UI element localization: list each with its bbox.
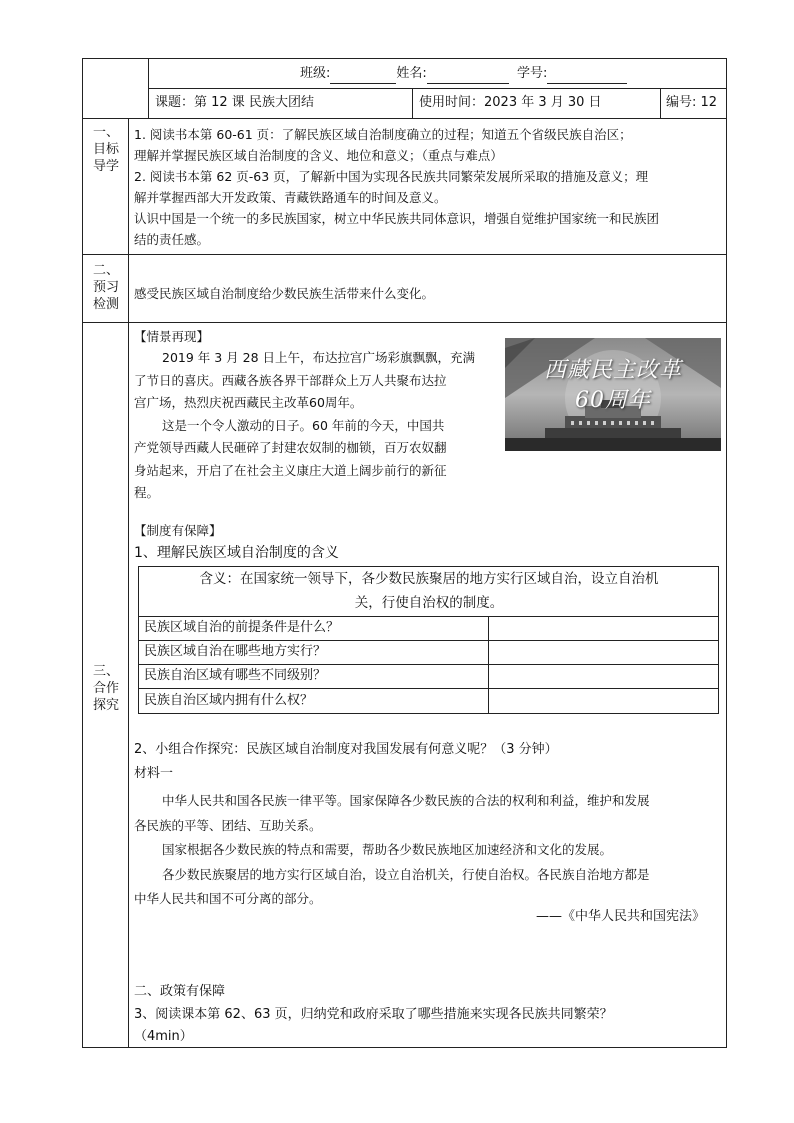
serial-number: 编号: 12: [666, 95, 718, 110]
goal-line: 理解并掌握民族区域自治制度的含义、地位和意义；（重点与难点）: [134, 148, 503, 163]
grid-line: [82, 118, 727, 119]
scene-line: 这是一个令人激动的日子。60 年前的今天，中国共: [162, 417, 445, 433]
student-id-blank[interactable]: [547, 69, 627, 84]
material-line: 国家根据各少数民族的特点和需要，帮助各少数民族地区加速经济和文化的发展。: [162, 842, 613, 857]
material-line: 中华人民共和国不可分离的部分。: [134, 891, 322, 906]
grid-line: [412, 88, 413, 118]
preview-question: 感受民族区域自治制度给少数民族生活带来什么变化。: [134, 286, 435, 301]
name-label: 姓名:: [396, 66, 427, 81]
learning-goals: [134, 124, 726, 250]
material-line: 各民族的平等、团结、互助关系。: [134, 817, 322, 833]
class-blank[interactable]: [330, 69, 396, 84]
scene-line: 产党领导西藏人民砸碎了封建农奴制的枷锁，百万农奴翻: [134, 440, 447, 455]
tibet-reform-photo: [505, 338, 721, 451]
class-label: 班级:: [300, 66, 331, 81]
name-blank[interactable]: [427, 69, 509, 84]
question-3-title: 3、阅读课本第 62、63 页，归纳党和政府采取了哪些措施来实现各民族共同繁荣？: [134, 1007, 613, 1022]
scene-line: 了节日的喜庆。西藏各族各界干部群众上万人共聚布达拉: [134, 372, 447, 388]
material-passage: [134, 789, 722, 912]
table-question: 民族区域自治在哪些地方实行？: [144, 644, 327, 659]
goal-line: 2. 阅读书本第 62 页-63 页，了解新中国为实现各民族共同繁荣发展所采取的措施及意义；理: [134, 169, 649, 184]
photo-caption: 西藏民主改革 60周年: [543, 358, 682, 413]
answer-cell[interactable]: [490, 690, 716, 711]
grid-line: [128, 118, 129, 1048]
use-date: 使用时间：2023 年 3 月 30 日: [419, 95, 602, 110]
goal-line: 解并掌握西部大开发政策、青藏铁路通车的时间及意义。: [134, 190, 447, 205]
goal-line: 结的责任感。: [134, 232, 210, 247]
student-info-line: [300, 64, 627, 84]
answer-cell[interactable]: [490, 642, 716, 662]
table-question: 民族自治区域内拥有什么权？: [144, 693, 314, 708]
student-id-label: 学号:: [517, 66, 548, 81]
material-line: 各少数民族聚居的地方实行区域自治，设立自治机关，行使自治权。各民族自治地方都是: [162, 866, 650, 882]
scene-line: 程。: [134, 485, 160, 500]
answer-cell[interactable]: [490, 666, 716, 686]
scene-line: 身站起来，开启了在社会主义康庄大道上阔步前行的新征: [134, 462, 447, 478]
table-question: 民族自治区域有哪些不同级别？: [144, 668, 327, 683]
grid-line: [82, 322, 727, 323]
material-line: 中华人民共和国各民族一律平等。国家保障各少数民族的合法的权利和利益，维护和发展: [162, 793, 650, 808]
lesson-topic: 课题：第 12 课 民族大团结: [155, 95, 314, 110]
policy-heading: 二、政策有保障: [134, 984, 226, 999]
definition-text: 含义：在国家统一领导下，各少数民族聚居的地方实行区域自治，设立自治机 关，行使自治权的制度。: [199, 571, 659, 611]
material-label: 材料一: [134, 766, 174, 781]
question-1-title: 1、理解民族区域自治制度的含义: [134, 545, 339, 561]
table-question: 民族区域自治的前提条件是什么？: [144, 620, 340, 635]
goal-line: 1. 阅读书本第 60-61 页：了解民族区域自治制度确立的过程；知道五个省级民族自治区；: [134, 127, 632, 142]
scene-heading: 【情景再现】: [134, 329, 210, 344]
grid-line: [660, 88, 661, 118]
scene-passage: [134, 347, 496, 505]
system-heading: 【制度有保障】: [134, 523, 222, 538]
section-label-preview: 二、 预习 检测: [92, 263, 119, 312]
question-3-time: （4min）: [134, 1029, 193, 1044]
grid-line: [82, 254, 727, 255]
section-label-goals: 一、 目标 导学: [92, 125, 119, 174]
grid-line: [148, 88, 727, 89]
answer-cell[interactable]: [490, 618, 716, 638]
section-label-explore: 三、 合作 探究: [92, 664, 119, 713]
material-source: ——《中华人民共和国宪法》: [536, 909, 706, 924]
goal-line: 认识中国是一个统一的多民族国家，树立中华民族共同体意识，增强自觉维护国家统一和民族团: [134, 211, 660, 226]
scene-line: 宫广场，热烈庆祝西藏民主改革60周年。: [134, 395, 363, 410]
scene-line: 2019 年 3 月 28 日上午，布达拉宫广场彩旗飘飘，充满: [162, 350, 476, 365]
question-2-title: 2、小组合作探究：民族区域自治制度对我国发展有何意义呢？（3 分钟）: [134, 742, 558, 757]
